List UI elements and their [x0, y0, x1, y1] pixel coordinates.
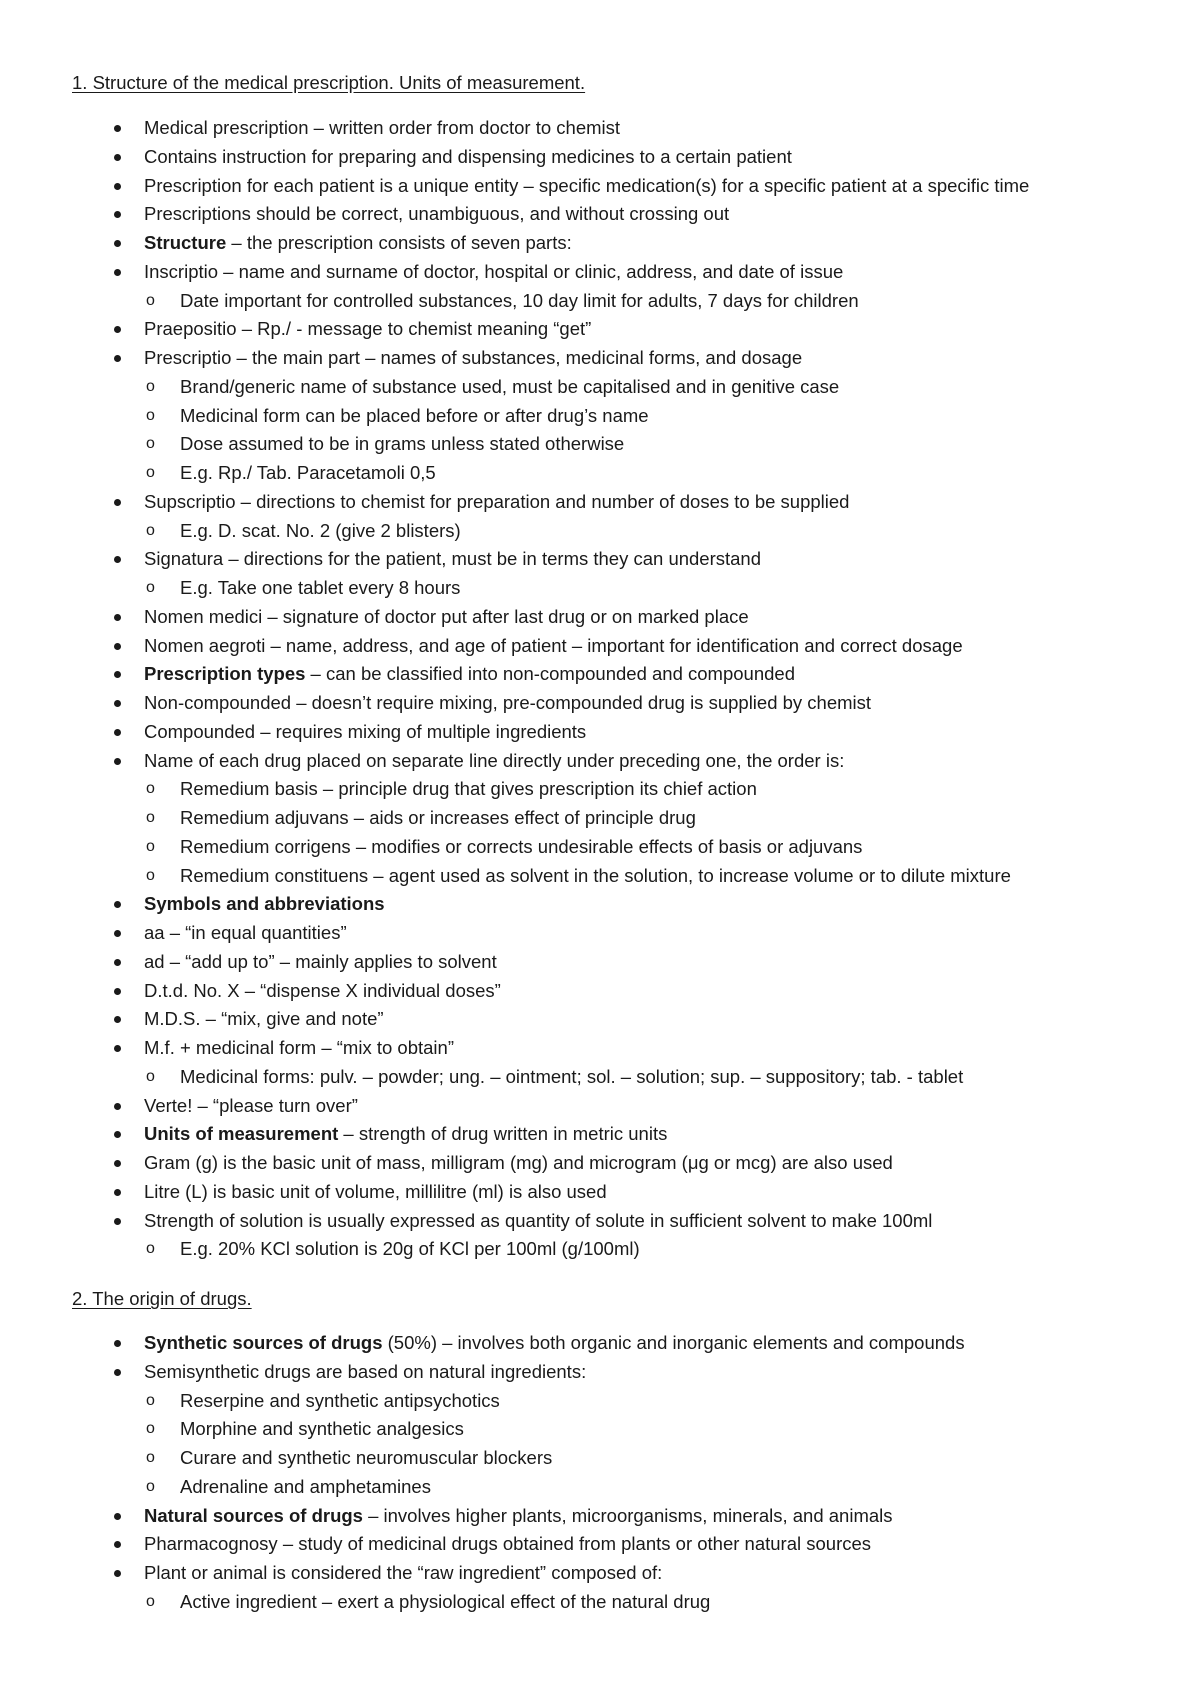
item-text [180, 1474, 431, 1500]
item-text [144, 316, 591, 342]
item-text [180, 1064, 963, 1090]
sub-bullet-marker: o [146, 1067, 155, 1085]
item-body-text: Non-compounded – doesn’t require mixing, pre-compounded drug is supplied by chemist [144, 692, 872, 713]
item-body-text: Contains instruction for preparing and dispensing medicines to a certain patient [144, 145, 792, 167]
item-body-text: Reserpine and synthetic antipsychotics [180, 1389, 500, 1411]
sub-bullet-marker: o [146, 406, 155, 424]
item-body-text: Litre (L) is basic unit of volume, millilitre (ml) is also used [144, 1180, 607, 1202]
item-bold-term: Natural sources of drugs [144, 1504, 363, 1526]
item-text [144, 173, 1029, 199]
item-text [144, 1208, 932, 1234]
item-text [144, 690, 871, 716]
item-text [180, 575, 460, 601]
item-text [144, 259, 843, 285]
item-text [144, 1035, 454, 1061]
item-text [144, 345, 802, 371]
sub-bullet-marker: o [146, 291, 155, 309]
item-text [180, 374, 839, 400]
item-text [144, 1503, 893, 1529]
item-body-text: Prescriptio – the main part – names of substances, medicinal forms, and dosage [144, 347, 803, 368]
item-body-text: Active ingredient – exert a physiological effect of the natural drug [180, 1590, 711, 1612]
item-text [180, 805, 696, 831]
item-text [180, 1388, 500, 1414]
sub-bullet-marker: o [146, 1391, 155, 1409]
item-body-text: Brand/generic name of substance used, must be capitalised and in genitive case [180, 375, 840, 397]
item-body-text: aa – “in equal quantities” [144, 922, 347, 943]
item-text [180, 518, 461, 544]
item-text [144, 949, 497, 975]
item-body-text: Remedium basis – principle drug that gives prescription its chief action [180, 778, 757, 800]
item-body-text: Plant or animal is considered the “raw ingredient” composed of: [144, 1562, 663, 1583]
item-body-text: Signatura – directions for the patient, must be in terms they can understand [144, 548, 762, 570]
sub-bullet-marker: o [146, 435, 155, 453]
item-text [144, 1121, 667, 1147]
item-text [180, 1589, 710, 1615]
item-body-text: – strength of drug written in metric units [338, 1123, 668, 1145]
item-text [144, 546, 761, 572]
item-body-text: Remedium adjuvans – aids or increases effect of principle drug [180, 807, 696, 828]
item-text [180, 1445, 552, 1471]
item-body-text: M.D.S. – “mix, give and note” [144, 1008, 384, 1030]
item-text [180, 834, 862, 860]
item-text [144, 1150, 893, 1176]
sub-bullet-marker: o [146, 866, 155, 884]
item-body-text: Name of each drug placed on separate line directly under preceding one, the order is: [144, 749, 845, 771]
item-body-text: Prescription for each patient is a unique entity – specific medication(s) for a specific patient at a specific time [144, 174, 1030, 196]
item-text [180, 460, 436, 486]
sub-bullet-marker: o [146, 1420, 155, 1438]
item-body-text: Medicinal form can be placed before or after drug’s name [180, 404, 649, 426]
item-body-text: Prescriptions should be correct, unambiguous, and without crossing out [144, 203, 730, 225]
item-text [144, 230, 572, 256]
item-body-text: Morphine and synthetic analgesics [180, 1418, 464, 1440]
item-body-text: Adrenaline and amphetamines [180, 1475, 431, 1497]
section-2-heading: 2. The origin of drugs. [72, 1288, 252, 1309]
item-body-text: Curare and synthetic neuromuscular blockers [180, 1447, 553, 1468]
item-text [180, 403, 649, 429]
item-body-text: ad – “add up to” – mainly applies to solvent [144, 950, 497, 972]
item-body-text: Nomen aegroti – name, address, and age of patient – important for identification and correct dosage [144, 634, 963, 656]
item-body-text: Semisynthetic drugs are based on natural ingredients: [144, 1360, 587, 1382]
item-text [144, 489, 849, 515]
item-body-text: Pharmacognosy – study of medicinal drugs obtained from plants or other natural sources [144, 1533, 872, 1555]
item-body-text: Remedium corrigens – modifies or corrects undesirable effects of basis or adjuvans [180, 835, 863, 857]
item-text [144, 891, 385, 917]
item-text [144, 604, 749, 630]
sub-bullet-marker: o [146, 809, 155, 826]
item-body-text: – the prescription consists of seven parts: [226, 232, 572, 253]
item-body-text: – can be classified into non-compounded and compounded [305, 663, 795, 685]
item-text [144, 144, 792, 170]
sub-bullet-marker: o [146, 780, 155, 798]
sub-bullet-marker: o [146, 579, 155, 596]
item-body-text: Nomen medici – signature of doctor put after last drug or on marked place [144, 605, 749, 627]
item-text [144, 748, 844, 774]
item-body-text: D.t.d. No. X – “dispense X individual doses” [144, 979, 501, 1001]
item-body-text: Inscriptio – name and surname of doctor, hospital or clinic, address, and date of issue [144, 260, 844, 282]
item-text [144, 633, 963, 659]
item-bold-term: Structure [144, 232, 227, 253]
item-body-text: E.g. Rp./ Tab. Paracetamoli 0,5 [180, 462, 436, 483]
item-text [180, 863, 1011, 889]
item-body-text: Compounded – requires mixing of multiple ingredients [144, 720, 587, 742]
item-text [144, 920, 347, 946]
item-body-text: – involves higher plants, microorganisms, minerals, and animals [362, 1504, 893, 1526]
item-body-text: Remedium constituens – agent used as solvent in the solution, to increase volume or to dilute mixture [180, 864, 1011, 886]
item-text [144, 201, 729, 227]
sub-bullet-marker: o [146, 837, 155, 855]
item-bold-term: Symbols and abbreviations [144, 893, 385, 915]
item-text [144, 1093, 358, 1119]
item-body-text: (50%) – involves both organic and inorganic elements and compounds [382, 1332, 965, 1353]
sub-bullet-marker: o [146, 1477, 155, 1495]
item-text [144, 1330, 965, 1356]
item-text [180, 776, 757, 802]
item-text [144, 115, 620, 141]
item-text [180, 1416, 464, 1442]
item-text [180, 1236, 640, 1262]
section-1-heading: 1. Structure of the medical prescription. Units of measurement. [72, 72, 586, 93]
item-text [144, 1006, 384, 1032]
item-body-text: Medical prescription – written order from doctor to chemist [144, 117, 621, 138]
item-body-text: Medicinal forms: pulv. – powder; ung. – ointment; sol. – solution; sup. – suppository; tab. - tablet [180, 1065, 964, 1087]
item-body-text: Praepositio – Rp./ - message to chemist meaning “get” [144, 318, 592, 340]
sub-bullet-marker: o [146, 1240, 155, 1258]
item-bold-term: Units of measurement [144, 1123, 339, 1145]
item-text [180, 431, 624, 457]
item-body-text: Strength of solution is usually expressed as quantity of solute in sufficient solvent to make 100ml [144, 1209, 933, 1231]
item-body-text: Dose assumed to be in grams unless stated otherwise [180, 433, 625, 455]
item-body-text: Gram (g) is the basic unit of mass, milligram (mg) and microgram (μg or mcg) are also used [144, 1152, 893, 1173]
item-bold-term: Synthetic sources of drugs [144, 1332, 383, 1353]
item-body-text: Date important for controlled substances, 10 day limit for adults, 7 days for children [180, 289, 859, 311]
item-body-text: E.g. D. scat. No. 2 (give 2 blisters) [180, 519, 461, 541]
item-body-text: Verte! – “please turn over” [144, 1094, 358, 1116]
item-text [144, 1359, 586, 1385]
item-body-text: E.g. Take one tablet every 8 hours [180, 577, 461, 598]
item-text [144, 719, 586, 745]
item-body-text: M.f. + medicinal form – “mix to obtain” [144, 1037, 454, 1058]
item-text [144, 978, 501, 1004]
sub-bullet-marker: o [146, 464, 155, 481]
sub-bullet-marker: o [146, 1592, 155, 1610]
sub-bullet-marker: o [146, 377, 155, 395]
item-text [144, 1560, 662, 1586]
sub-bullet-marker: o [146, 521, 155, 539]
item-text [144, 661, 795, 687]
item-text [144, 1531, 871, 1557]
item-text [180, 288, 859, 314]
item-bold-term: Prescription types [144, 663, 306, 685]
item-text [144, 1179, 607, 1205]
item-body-text: Supscriptio – directions to chemist for preparation and number of doses to be supplied [144, 490, 850, 512]
item-body-text: E.g. 20% KCl solution is 20g of KCl per 100ml (g/100ml) [180, 1238, 640, 1260]
sub-bullet-marker: o [146, 1449, 155, 1466]
